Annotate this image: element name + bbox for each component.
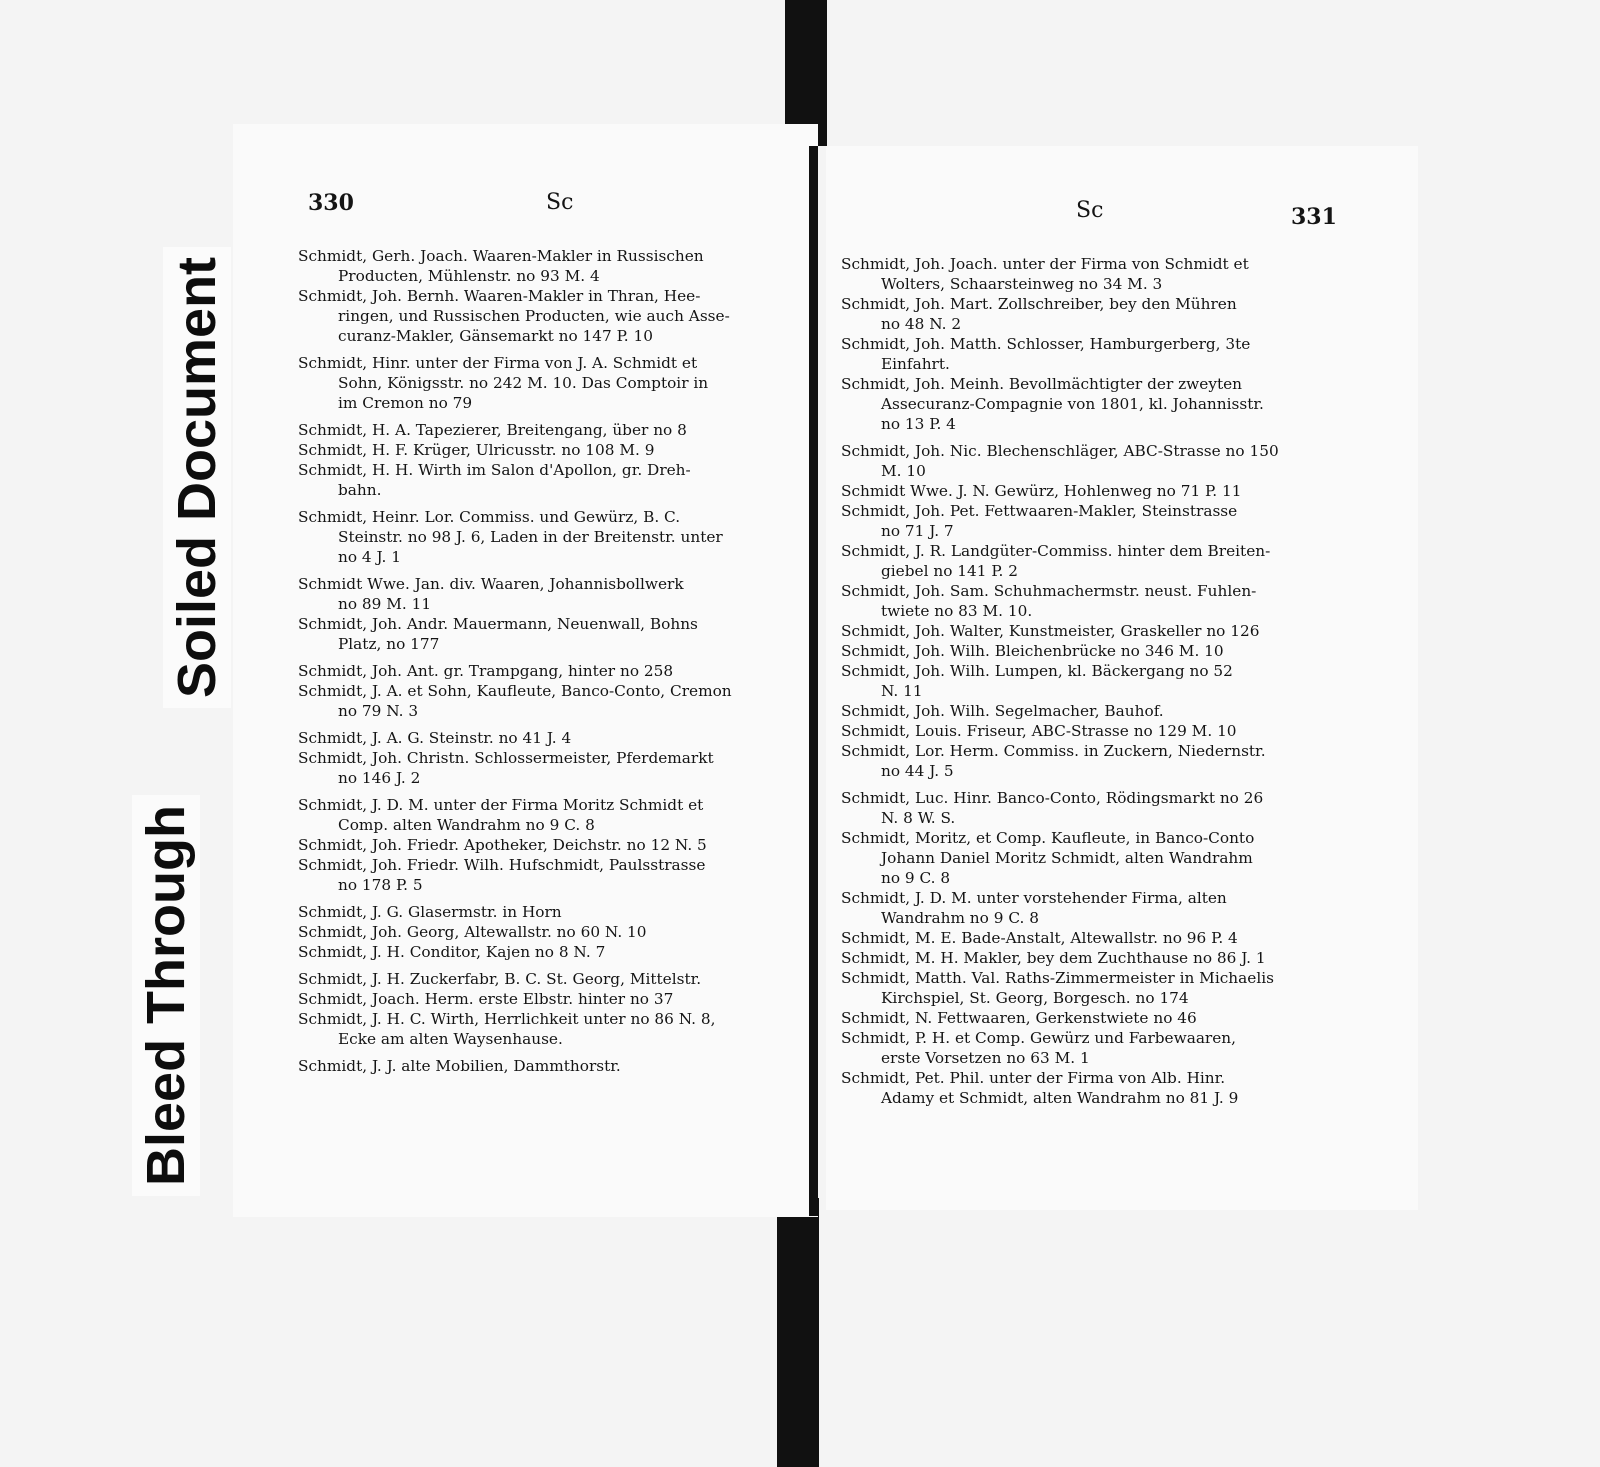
entry-line: Schmidt, H. F. Krüger, Ulricusstr. no 108 M. 9 [298, 441, 655, 459]
entry-line: Wolters, Schaarsteinweg no 34 M. 3 [881, 275, 1163, 293]
entry-line: Schmidt, J. R. Landgüter-Commiss. hinter dem Breiten- [841, 542, 1271, 560]
entry-line: Schmidt, Joh. Friedr. Apotheker, Deichstr. no 12 N. 5 [298, 836, 707, 854]
entry-line: Schmidt, Matth. Val. Raths-Zimmermeister in Michaelis [841, 969, 1274, 987]
entry-line: Schmidt, Luc. Hinr. Banco-Conto, Rödingsmarkt no 26 [841, 789, 1264, 807]
entry-line: Producten, Mühlenstr. no 93 M. 4 [338, 267, 600, 285]
soiled-document-label: Soiled Document [163, 247, 231, 708]
entry-line: no 146 J. 2 [338, 769, 421, 787]
entry-line: Sohn, Königsstr. no 242 M. 10. Das Comptoir in [338, 374, 709, 392]
entry-line: Schmidt, J. A. G. Steinstr. no 41 J. 4 [298, 729, 572, 747]
page-number: 330 [308, 190, 354, 216]
entry-line: twiete no 83 M. 10. [881, 602, 1033, 620]
entry-line: Schmidt, Heinr. Lor. Commiss. und Gewürz, B. C. [298, 508, 681, 526]
entry-line: Schmidt, Joach. Herm. erste Elbstr. hinter no 37 [298, 990, 674, 1008]
entry-line: Schmidt, Pet. Phil. unter der Firma von Alb. Hinr. [841, 1069, 1226, 1087]
page-header: Sc [1076, 198, 1104, 223]
entry-line: Kirchspiel, St. Georg, Borgesch. no 174 [881, 989, 1189, 1007]
entry-line: Schmidt, Joh. Walter, Kunstmeister, Graskeller no 126 [841, 622, 1260, 640]
entry-line: Schmidt, Joh. Wilh. Lumpen, kl. Bäckergang no 52 [841, 662, 1233, 680]
entry-line: curanz-Makler, Gänsemarkt no 147 P. 10 [338, 327, 653, 345]
entry-line: Schmidt, J. H. C. Wirth, Herrlichkeit unter no 86 N. 8, [298, 1010, 716, 1028]
entry-line: Schmidt, J. D. M. unter vorstehender Firma, alten [841, 889, 1227, 907]
entry-line: N. 11 [881, 682, 923, 700]
entry-line: Schmidt, M. E. Bade-Anstalt, Altewallstr. no 96 P. 4 [841, 929, 1238, 947]
bleed-through-label: Bleed Through [132, 795, 200, 1196]
entry-line: M. 10 [881, 462, 926, 480]
entries [841, 254, 1279, 1108]
entry-line: no 44 J. 5 [881, 762, 954, 780]
entry-line: Schmidt, Joh. Sam. Schuhmachermstr. neust. Fuhlen- [841, 582, 1257, 600]
entry-line: Schmidt, J. A. et Sohn, Kaufleute, Banco-Conto, Cremon [298, 682, 732, 700]
entry-line: Schmidt, Joh. Meinh. Bevollmächtigter der zweyten [841, 375, 1243, 393]
entry-line: no 4 J. 1 [338, 548, 401, 566]
entry-line: erste Vorsetzen no 63 M. 1 [881, 1049, 1090, 1067]
entry-line: no 9 C. 8 [881, 869, 951, 887]
entry-line: Schmidt, Joh. Christn. Schlossermeister, Pferdemarkt [298, 749, 714, 767]
entry-line: Schmidt, J. J. alte Mobilien, Dammthorstr. [298, 1057, 621, 1075]
entries [298, 246, 732, 1076]
entry-line: Schmidt, Joh. Wilh. Segelmacher, Bauhof. [841, 702, 1164, 720]
entry-line: Schmidt, P. H. et Comp. Gewürz und Farbewaaren, [841, 1029, 1237, 1047]
entry-line: Schmidt, J. D. M. unter der Firma Moritz Schmidt et [298, 796, 704, 814]
entry-line: Schmidt, Joh. Joach. unter der Firma von Schmidt et [841, 255, 1249, 273]
entry-line: Schmidt, Joh. Andr. Mauermann, Neuenwall, Bohns [298, 615, 698, 633]
entry-line: no 13 P. 4 [881, 415, 956, 433]
entry-line: Schmidt, H. H. Wirth im Salon d'Apollon, gr. Dreh- [298, 461, 691, 479]
entry-line: ringen, und Russischen Producten, wie auch Asse- [338, 307, 730, 325]
entry-line: Schmidt, J. H. Conditor, Kajen no 8 N. 7 [298, 943, 606, 961]
entry-line: no 89 M. 11 [338, 595, 432, 613]
entry-line: Steinstr. no 98 J. 6, Laden in der Breitenstr. unter [338, 528, 723, 546]
entry-line: Schmidt Wwe. J. N. Gewürz, Hohlenweg no 71 P. 11 [841, 482, 1242, 500]
entry-line: Schmidt, Joh. Mart. Zollschreiber, bey den Mühren [841, 295, 1237, 313]
entry-line: Schmidt, Joh. Nic. Blechenschläger, ABC-Strasse no 150 [841, 442, 1279, 460]
entry-line: Ecke am alten Waysenhause. [338, 1030, 563, 1048]
entry-line: no 178 P. 5 [338, 876, 423, 894]
entry-line: Schmidt, H. A. Tapezierer, Breitengang, über no 8 [298, 421, 687, 439]
entry-line: Adamy et Schmidt, alten Wandrahm no 81 J. 9 [881, 1089, 1239, 1107]
entry-line: Comp. alten Wandrahm no 9 C. 8 [338, 816, 595, 834]
entry-line: Schmidt, Joh. Pet. Fettwaaren-Makler, Steinstrasse [841, 502, 1238, 520]
entry-line: Platz, no 177 [338, 635, 440, 653]
entry-line: Schmidt, Hinr. unter der Firma von J. A. Schmidt et [298, 354, 698, 372]
entry-line: Schmidt, Gerh. Joach. Waaren-Makler in Russischen [298, 247, 704, 265]
entry-line: giebel no 141 P. 2 [881, 562, 1018, 580]
entry-line: no 71 J. 7 [881, 522, 954, 540]
entry-line: Schmidt, Joh. Ant. gr. Trampgang, hinter no 258 [298, 662, 674, 680]
entry-line: no 79 N. 3 [338, 702, 419, 720]
entry-line: Schmidt, Joh. Friedr. Wilh. Hufschmidt, Paulsstrasse [298, 856, 706, 874]
entry-line: Assecuranz-Compagnie von 1801, kl. Johannisstr. [881, 395, 1264, 413]
entry-line: Wandrahm no 9 C. 8 [881, 909, 1039, 927]
entry-line: Schmidt, Lor. Herm. Commiss. in Zuckern, Niedernstr. [841, 742, 1266, 760]
entry-line: Schmidt, N. Fettwaaren, Gerkenstwiete no 46 [841, 1009, 1197, 1027]
left-page [233, 124, 818, 1217]
entry-line: Einfahrt. [881, 355, 950, 373]
right-page [826, 146, 1418, 1210]
page-header: Sc [546, 190, 574, 215]
entry-line: Schmidt, Joh. Matth. Schlosser, Hamburgerberg, 3te [841, 335, 1251, 353]
entry-line: Schmidt, Joh. Wilh. Bleichenbrücke no 346 M. 10 [841, 642, 1224, 660]
book-spine [809, 146, 818, 1216]
entry-line: Johann Daniel Moritz Schmidt, alten Wandrahm [881, 849, 1253, 867]
entry-line: Schmidt, Louis. Friseur, ABC-Strasse no 129 M. 10 [841, 722, 1237, 740]
entry-line: Schmidt, Joh. Georg, Altewallstr. no 60 N. 10 [298, 923, 647, 941]
page-number: 331 [1291, 204, 1337, 230]
entry-line: Schmidt Wwe. Jan. div. Waaren, Johannisbollwerk [298, 575, 684, 593]
entry-line: Schmidt, J. H. Zuckerfabr, B. C. St. Georg, Mittelstr. [298, 970, 702, 988]
entry-line: Schmidt, Moritz, et Comp. Kaufleute, in Banco-Conto [841, 829, 1255, 847]
entry-line: im Cremon no 79 [338, 394, 473, 412]
bottom-dark-stripe [777, 1198, 819, 1467]
entry-line: Schmidt, Joh. Bernh. Waaren-Makler in Thran, Hee- [298, 287, 701, 305]
entry-line: Schmidt, J. G. Glasermstr. in Horn [298, 903, 562, 921]
entry-line: Schmidt, M. H. Makler, bey dem Zuchthause no 86 J. 1 [841, 949, 1266, 967]
entry-line: N. 8 W. S. [881, 809, 956, 827]
entry-line: bahn. [338, 481, 382, 499]
entry-line: no 48 N. 2 [881, 315, 962, 333]
